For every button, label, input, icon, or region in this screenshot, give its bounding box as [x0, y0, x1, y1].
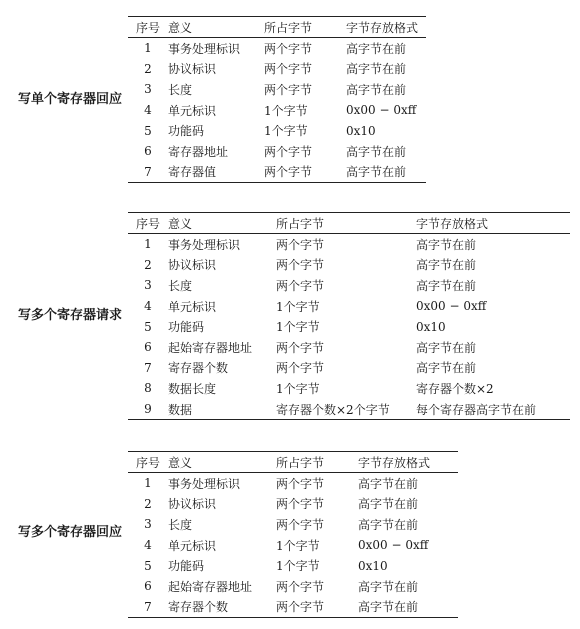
cell-bytes: 两个字节: [276, 517, 325, 532]
table-body: [128, 38, 426, 183]
register-table: [128, 451, 458, 618]
table-row: [128, 316, 570, 337]
cell-index: 6: [144, 144, 152, 159]
table-row: [128, 378, 570, 399]
cell-index: 5: [144, 319, 152, 334]
cell-index: 6: [144, 340, 152, 355]
cell-format: 0x10: [358, 558, 388, 573]
cell-bytes: 两个字节: [276, 340, 325, 355]
table-row: [128, 555, 458, 576]
cell-meaning: 起始寄存器地址: [168, 579, 253, 594]
cell-format: 高字节在前: [346, 41, 407, 56]
cell-index: 3: [144, 278, 152, 293]
cell-format: 高字节在前: [416, 361, 477, 376]
section-label: 写多个寄存器请求: [18, 308, 123, 323]
cell-meaning: 事务处理标识: [168, 41, 241, 56]
table-row: [128, 597, 458, 618]
col-header-index: 序号: [128, 17, 168, 38]
cell-meaning: 功能码: [168, 320, 205, 335]
cell-format: 高字节在前: [346, 144, 407, 159]
cell-format: 0x00 − 0xff: [358, 538, 429, 553]
cell-meaning: 寄存器值: [168, 165, 217, 180]
cell-format: 高字节在前: [358, 476, 419, 491]
cell-format: 高字节在前: [416, 340, 477, 355]
cell-meaning: 寄存器个数: [168, 600, 229, 615]
table-row: [128, 296, 570, 317]
section-label: 写单个寄存器回应: [18, 92, 123, 107]
cell-bytes: 两个字节: [276, 600, 325, 615]
col-header-index: 序号: [128, 213, 168, 234]
col-header-index: 序号: [128, 452, 168, 473]
table-row: [128, 514, 458, 535]
cell-format: 高字节在前: [358, 600, 419, 615]
cell-format: 寄存器个数×2: [416, 381, 494, 396]
col-header-format: 字节存放格式: [358, 452, 458, 473]
cell-bytes: 两个字节: [264, 82, 313, 97]
cell-meaning: 事务处理标识: [168, 237, 241, 252]
col-header-meaning: 意义: [168, 17, 264, 38]
cell-meaning: 寄存器个数: [168, 361, 229, 376]
cell-index: 1: [144, 476, 152, 491]
cell-meaning: 单元标识: [168, 299, 217, 314]
section-label: 写多个寄存器回应: [18, 525, 123, 540]
table-row: [128, 59, 426, 80]
cell-bytes: 两个字节: [276, 278, 325, 293]
cell-index: 3: [144, 517, 152, 532]
cell-bytes: 1个字节: [276, 299, 320, 314]
cell-bytes: 两个字节: [264, 144, 313, 159]
table-row: [128, 494, 458, 515]
cell-index: 2: [144, 496, 152, 511]
cell-meaning: 起始寄存器地址: [168, 340, 253, 355]
table-row: [128, 255, 570, 276]
cell-meaning: 事务处理标识: [168, 476, 241, 491]
cell-bytes: 两个字节: [276, 579, 325, 594]
cell-format: 0x10: [416, 319, 446, 334]
table-row: [128, 38, 426, 59]
cell-meaning: 寄存器地址: [168, 144, 229, 159]
cell-index: 2: [144, 61, 152, 76]
cell-bytes: 1个字节: [276, 381, 320, 396]
cell-format: 高字节在前: [358, 579, 419, 594]
table-row: [128, 576, 458, 597]
col-header-format: 字节存放格式: [346, 17, 426, 38]
table-row: [128, 358, 570, 379]
cell-bytes: 两个字节: [276, 361, 325, 376]
cell-bytes: 1个字节: [276, 320, 320, 335]
cell-format: 高字节在前: [358, 517, 419, 532]
cell-bytes: 两个字节: [276, 497, 325, 512]
table-row: [128, 100, 426, 121]
cell-meaning: 数据: [168, 402, 193, 417]
cell-meaning: 单元标识: [168, 538, 217, 553]
register-table: [128, 212, 570, 420]
col-header-bytes: 所占字节: [264, 17, 346, 38]
cell-meaning: 协议标识: [168, 497, 217, 512]
cell-index: 7: [144, 164, 152, 179]
cell-index: 1: [144, 237, 152, 252]
cell-bytes: 两个字节: [276, 258, 325, 273]
cell-format: 每个寄存器高字节在前: [416, 402, 537, 417]
cell-meaning: 长度: [168, 82, 193, 97]
table-row: [128, 79, 426, 100]
cell-format: 高字节在前: [358, 497, 419, 512]
cell-format: 0x00 − 0xff: [346, 103, 417, 118]
table-row: [128, 162, 426, 183]
cell-index: 9: [144, 402, 152, 417]
cell-bytes: 两个字节: [276, 476, 325, 491]
col-header-format: 字节存放格式: [416, 213, 570, 234]
table-row: [128, 337, 570, 358]
cell-index: 6: [144, 579, 152, 594]
cell-bytes: 两个字节: [264, 62, 313, 77]
cell-index: 3: [144, 82, 152, 97]
table-header-row: [128, 17, 426, 38]
cell-index: 7: [144, 360, 152, 375]
cell-bytes: 寄存器个数×2个字节: [276, 402, 390, 417]
cell-meaning: 单元标识: [168, 103, 217, 118]
cell-bytes: 1个字节: [276, 538, 320, 553]
table-row: [128, 120, 426, 141]
cell-index: 8: [144, 381, 152, 396]
cell-index: 5: [144, 123, 152, 138]
cell-format: 0x00 − 0xff: [416, 299, 487, 314]
cell-bytes: 两个字节: [276, 237, 325, 252]
table-row: [128, 473, 458, 494]
cell-format: 高字节在前: [346, 82, 407, 97]
cell-meaning: 协议标识: [168, 258, 217, 273]
cell-bytes: 1个字节: [264, 124, 308, 139]
cell-format: 高字节在前: [416, 237, 477, 252]
cell-bytes: 两个字节: [264, 41, 313, 56]
register-table: [128, 16, 426, 183]
cell-index: 1: [144, 41, 152, 56]
table-row: [128, 275, 570, 296]
cell-index: 2: [144, 257, 152, 272]
table-header-row: [128, 452, 458, 473]
cell-meaning: 功能码: [168, 124, 205, 139]
cell-index: 5: [144, 558, 152, 573]
table-row: [128, 234, 570, 255]
cell-format: 高字节在前: [346, 62, 407, 77]
cell-index: 4: [144, 538, 152, 553]
cell-index: 4: [144, 103, 152, 118]
cell-meaning: 功能码: [168, 559, 205, 574]
cell-bytes: 两个字节: [264, 165, 313, 180]
table-body: [128, 473, 458, 618]
cell-format: 0x10: [346, 123, 376, 138]
cell-meaning: 协议标识: [168, 62, 217, 77]
cell-meaning: 长度: [168, 517, 193, 532]
cell-index: 7: [144, 599, 152, 614]
cell-index: 4: [144, 299, 152, 314]
col-header-bytes: 所占字节: [276, 452, 358, 473]
table-row: [128, 535, 458, 556]
table-row: [128, 399, 570, 420]
col-header-bytes: 所占字节: [276, 213, 416, 234]
cell-format: 高字节在前: [346, 165, 407, 180]
table-header-row: [128, 213, 570, 234]
cell-format: 高字节在前: [416, 258, 477, 273]
col-header-meaning: 意义: [168, 213, 276, 234]
col-header-meaning: 意义: [168, 452, 276, 473]
cell-format: 高字节在前: [416, 278, 477, 293]
cell-meaning: 长度: [168, 278, 193, 293]
table-body: [128, 234, 570, 420]
cell-bytes: 1个字节: [276, 559, 320, 574]
table-row: [128, 141, 426, 162]
cell-meaning: 数据长度: [168, 381, 217, 396]
cell-bytes: 1个字节: [264, 103, 308, 118]
